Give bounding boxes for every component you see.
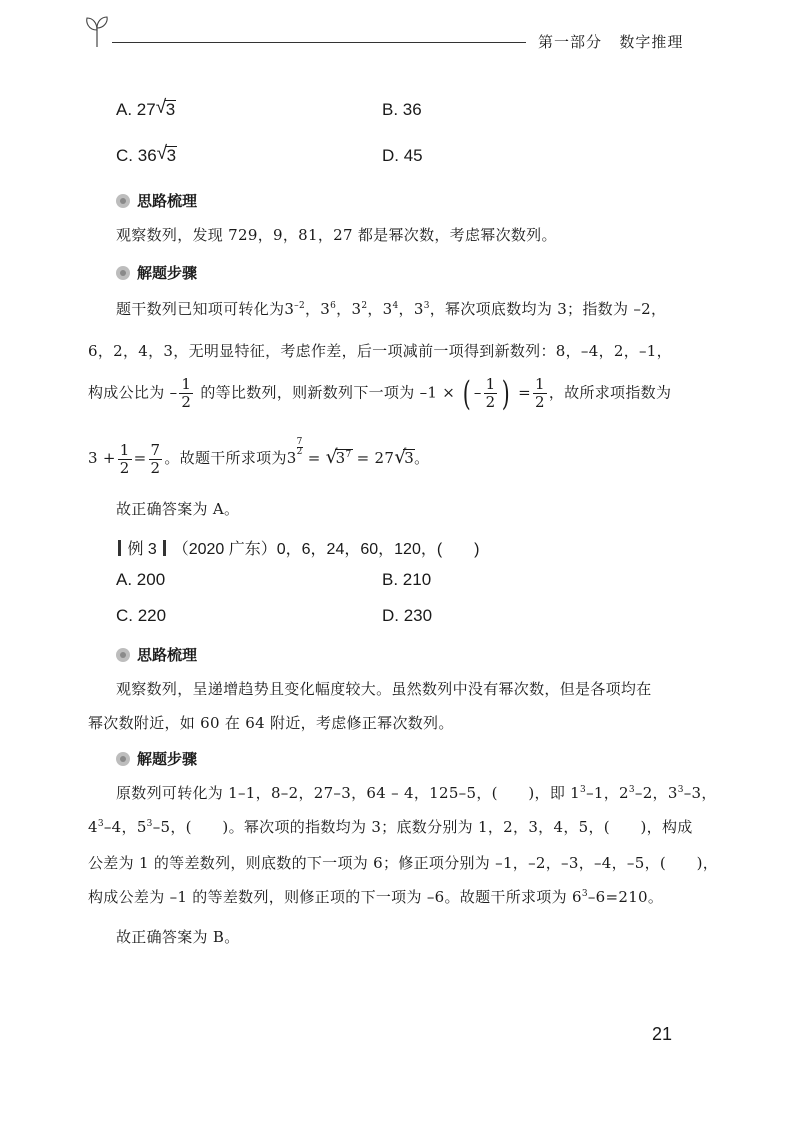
solution-text: 。 bbox=[414, 449, 430, 467]
radical: √ $3^7$ bbox=[327, 449, 352, 467]
example-tag: 例 3 bbox=[127, 541, 157, 558]
solution-line-4: 3 + $\frac{1}{2}$ = $\frac{7}{2}$ 。故题干所求项为3 $\frac{7}{2}$ = √ $3^7 = 27√$ 3。 bbox=[88, 438, 429, 477]
sprout-icon bbox=[84, 14, 110, 48]
bullet-badge-icon bbox=[116, 266, 130, 280]
radical bbox=[157, 100, 175, 120]
bullet-badge-icon bbox=[116, 752, 130, 766]
option-a bbox=[116, 100, 175, 120]
option-c bbox=[116, 146, 176, 166]
tag-bar-icon bbox=[118, 540, 121, 556]
solution-line-3: 公差为 1 的等差数列，则底数的下一项为 6；修正项分别为 –1，–2，–3，–4，–5，( )， bbox=[88, 854, 719, 872]
solution-text: 3 + bbox=[88, 449, 116, 467]
option-a-radicand: 3 bbox=[165, 100, 176, 119]
thinking-text: 观察数列，发现 729，9，81，27 都是幂次数，考虑幂次数列。 bbox=[116, 226, 557, 244]
solution-text: 题干数列已知项可转化为 bbox=[116, 300, 285, 318]
bullet-badge-icon bbox=[116, 194, 130, 208]
thinking-line-1: 观察数列，呈递增趋势且变化幅度较大。虽然数列中没有幂次数，但是各项均在 bbox=[116, 680, 652, 698]
exponent-fraction: $\frac{7}{2}$ bbox=[296, 437, 303, 457]
heading-text: 解题步骤 bbox=[137, 264, 198, 282]
solution-text: 构成公差为 –1 的等差数列，则修正项的下一项为 –6。故题干所求项为 6 bbox=[88, 888, 582, 906]
running-header bbox=[538, 31, 683, 52]
option-c-coef: 36 bbox=[137, 146, 157, 165]
option-d: D. 230 bbox=[382, 606, 433, 625]
option-a-coef: 27 bbox=[136, 100, 156, 119]
solution-line-3: 构成公比为 – $\frac{1}{2}$ 的等比数列，则新数列下一项为 –1 × ( – $\frac{1}{2}$ ) = $\frac{1}{2}$ ，故所求项指数为 bbox=[88, 373, 672, 414]
solution-text: = 27 bbox=[356, 449, 395, 467]
solution-text: 。幂次项的指数均为 3；底数分别为 1，2，3，4，5，( )，构成 bbox=[228, 818, 693, 836]
radical: √ 3 bbox=[395, 449, 414, 467]
solution-line-2: $4^3-4$，$5^3-5$，( )。幂次项的指数均为 3；底数分别为 1，2，3，4，5，( )，构成 bbox=[88, 818, 693, 836]
solution-text: 原数列可转化为 1–1，8–2，27–3，64 – 4，125–5，( )，即 1 bbox=[116, 784, 581, 802]
solution-text: 。故题干所求项为 bbox=[164, 449, 287, 467]
section-heading-thinking bbox=[116, 190, 197, 211]
solution-line-1: 原数列可转化为 1–1，8–2，27–3，64 – 4，125–5，( )，即 $1^3-1$，$2^3-2$，$3^3-3$， bbox=[116, 784, 717, 802]
header-section: 第一部分 bbox=[538, 33, 603, 51]
solution-line-1: 题干数列已知项可转化为$3^{-2}$，$3^6$，$3^2$，$3^4$，$3^3$，幂次项底数均为 3；指数为 –2， bbox=[116, 300, 667, 318]
radical bbox=[158, 146, 176, 166]
page-number: 21 bbox=[652, 1024, 673, 1044]
option-c-radicand: 3 bbox=[166, 146, 177, 165]
example-3-question bbox=[116, 536, 480, 559]
option-b: B. 36 bbox=[382, 100, 422, 119]
option-a-label: A. bbox=[116, 100, 133, 119]
tag-bar-icon bbox=[163, 540, 166, 556]
option-c-label: C. bbox=[116, 146, 133, 165]
option-c: C. 220 bbox=[116, 606, 167, 625]
solution-text: 的等比数列，则新数列下一项为 –1 × bbox=[200, 383, 456, 402]
answer-line: 故正确答案为 B。 bbox=[116, 928, 240, 946]
solution-text: –6=210。 bbox=[587, 888, 664, 906]
option-d: D. 45 bbox=[382, 146, 423, 165]
fraction: $\frac{1}{2}$ bbox=[485, 375, 496, 411]
solution-line-4: 构成公差为 –1 的等差数列，则修正项的下一项为 –6。故题干所求项为 $6^3-6=210$。 bbox=[88, 888, 664, 906]
fraction: $\frac{1}{2}$ bbox=[535, 375, 545, 411]
option-b: B. 210 bbox=[382, 570, 432, 589]
answer-line: 故正确答案为 A。 bbox=[116, 500, 240, 518]
fraction: $\frac{7}{2}$ bbox=[150, 440, 161, 477]
solution-line-2: 6，2，4，3，无明显特征，考虑作差，后一项减前一项得到新数列：8，–4，2，–1， bbox=[88, 342, 672, 360]
header-rule bbox=[112, 42, 526, 43]
heading-text: 思路梳理 bbox=[137, 646, 198, 664]
option-a: A. 200 bbox=[116, 570, 166, 589]
question-text: （2020 广东）0，6，24，60，120，( ) bbox=[172, 541, 480, 558]
solution-text: 构成公比为 bbox=[88, 383, 165, 402]
fraction: $\frac{1}{2}$ bbox=[181, 375, 192, 411]
section-heading-thinking bbox=[116, 644, 197, 665]
thinking-line-2: 幂次数附近，如 60 在 64 附近，考虑修正幂次数列。 bbox=[88, 714, 454, 732]
heading-text: 解题步骤 bbox=[137, 750, 198, 768]
heading-text: 思路梳理 bbox=[137, 192, 198, 210]
section-heading-solution bbox=[116, 748, 197, 769]
header-chapter: 数字推理 bbox=[619, 33, 684, 51]
section-heading-solution bbox=[116, 262, 197, 283]
fraction: $\frac{1}{2}$ bbox=[119, 440, 130, 477]
solution-text: ，故所求项指数为 bbox=[548, 383, 672, 402]
solution-text: ，幂次项底数均为 3；指数为 –2， bbox=[429, 300, 667, 318]
bullet-badge-icon bbox=[116, 648, 130, 662]
